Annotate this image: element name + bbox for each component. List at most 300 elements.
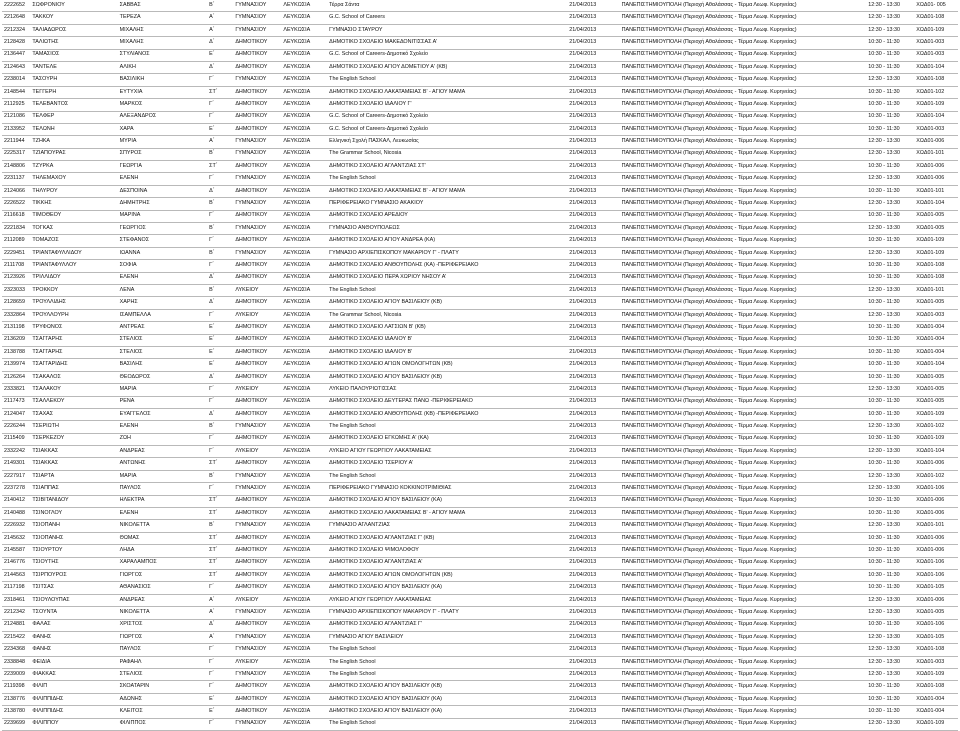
exam-date-cell: 21/04/2013 <box>567 656 619 668</box>
exam-time-cell: 10:30 - 11:30 <box>866 235 914 247</box>
table-row <box>2 532 958 544</box>
student-code-cell: 2226932 <box>2 520 30 532</box>
school-level-cell: ΓΥΜΝΑΣΙΟΥ <box>233 223 281 235</box>
grade-cell: Δ΄ <box>207 37 233 49</box>
first-name-cell: ΙΩΑΝΝΑ <box>118 247 207 259</box>
school-name-cell: ΔΗΜΟΤΙΚΟ ΣΧΟΛΕΙΟ ΑΓΛΑΝΤΖΙΑΣ Γ' <box>327 619 567 631</box>
exam-venue-cell: ΠΑΝΕΠΙΣΤΗΜΙΟΥΠΟΛΗ (Περιοχή Αθαλάσσας - Τέρμα Λεωφ. Κυρηνείας) <box>620 545 867 557</box>
first-name-cell: ΜΙΧΑΛΗΣ <box>118 37 207 49</box>
exam-time-cell: 10:30 - 11:30 <box>866 49 914 61</box>
school-level-cell: ΔΗΜΟΤΙΚΟΥ <box>233 508 281 520</box>
first-name-cell: ΓΕΩΡΓΙΟΣ <box>118 223 207 235</box>
first-name-cell: ΓΕΩΡΓΙΑ <box>118 161 207 173</box>
student-code-cell: 2338848 <box>2 656 30 668</box>
first-name-cell: ΜΑΡΚΟΣ <box>118 99 207 111</box>
surname-cell: ΤΡΟΚΚΟΥ <box>30 284 117 296</box>
school-name-cell: ΔΗΜΟΤΙΚΟ ΣΧΟΛΕΙΟ ΕΓΚΩΜΗΣ Α' (ΚΑ) <box>327 433 567 445</box>
exam-time-cell: 10:30 - 11:30 <box>866 61 914 73</box>
first-name-cell: ΕΛΕΝΗ <box>118 421 207 433</box>
exam-time-cell: 12:30 - 13:30 <box>866 309 914 321</box>
table-row <box>2 309 958 321</box>
exam-room-cell: ΧΩΔ01-004 <box>914 322 958 334</box>
grade-cell: Α΄ <box>207 607 233 619</box>
exam-room-cell: ΧΩΔ01-109 <box>914 247 958 259</box>
exam-date-cell: 21/04/2013 <box>567 718 619 730</box>
grade-cell: ΣΤ΄ <box>207 161 233 173</box>
first-name-cell: ΦΙΛΙΠΠΟΣ <box>118 718 207 730</box>
table-row <box>2 198 958 210</box>
table-row <box>2 545 958 557</box>
school-name-cell: The English School <box>327 284 567 296</box>
exam-time-cell: 10:30 - 11:30 <box>866 569 914 581</box>
city-cell: ΛΕΥΚΩΣΙΑ <box>281 61 327 73</box>
student-code-cell: 2124066 <box>2 185 30 197</box>
school-level-cell: ΔΗΜΟΤΙΚΟΥ <box>233 61 281 73</box>
student-code-cell: 2123926 <box>2 272 30 284</box>
exam-room-cell: ΧΩΔ01-005 <box>914 371 958 383</box>
exam-venue-cell: ΠΑΝΕΠΙΣΤΗΜΙΟΥΠΟΛΗ (Περιοχή Αθαλάσσας - Τέρμα Λεωφ. Κυρηνείας) <box>620 272 867 284</box>
exam-venue-cell: ΠΑΝΕΠΙΣΤΗΜΙΟΥΠΟΛΗ (Περιοχή Αθαλάσσας - Τέρμα Λεωφ. Κυρηνείας) <box>620 334 867 346</box>
table-row <box>2 433 958 445</box>
school-level-cell: ΔΗΜΟΤΙΚΟΥ <box>233 557 281 569</box>
school-name-cell: ΔΗΜΟΤΙΚΟ ΣΧΟΛΕΙΟ ΑΓΙΩΝ ΟΜΟΛΟΓΗΤΩΝ (ΚΒ) <box>327 359 567 371</box>
exam-venue-cell: ΠΑΝΕΠΙΣΤΗΜΙΟΥΠΟΛΗ (Περιοχή Αθαλάσσας - Τέρμα Λεωφ. Κυρηνείας) <box>620 495 867 507</box>
school-name-cell: ΔΗΜΟΤΙΚΟ ΣΧΟΛΕΙΟ ΑΓΛΑΝΤΖΙΑΣ ΣΤ' <box>327 161 567 173</box>
school-level-cell: ΛΥΚΕΙΟΥ <box>233 656 281 668</box>
grade-cell: ΣΤ΄ <box>207 86 233 98</box>
first-name-cell: ΑΝΤΡΕΑΣ <box>118 322 207 334</box>
student-code-cell: 2117198 <box>2 582 30 594</box>
student-code-cell: 2124881 <box>2 619 30 631</box>
exam-venue-cell: ΠΑΝΕΠΙΣΤΗΜΙΟΥΠΟΛΗ (Περιοχή Αθαλάσσας - Τέρμα Λεωφ. Κυρηνείας) <box>620 520 867 532</box>
exam-room-cell: ΧΩΔ01-108 <box>914 74 958 86</box>
exam-time-cell: 12:30 - 13:30 <box>866 148 914 160</box>
exam-venue-cell: ΠΑΝΕΠΙΣΤΗΜΙΟΥΠΟΛΗ (Περιοχή Αθαλάσσας - Τέρμα Λεωφ. Κυρηνείας) <box>620 49 867 61</box>
school-level-cell: ΔΗΜΟΤΙΚΟΥ <box>233 458 281 470</box>
exam-room-cell: ΧΩΔ01-003 <box>914 656 958 668</box>
exam-venue-cell: ΠΑΝΕΠΙΣΤΗΜΙΟΥΠΟΛΗ (Περιοχή Αθαλάσσας - Τέρμα Λεωφ. Κυρηνείας) <box>620 297 867 309</box>
first-name-cell: ΙΣΑΜΠΕΛΛΑ <box>118 309 207 321</box>
exam-venue-cell: ΠΑΝΕΠΙΣΤΗΜΙΟΥΠΟΛΗ (Περιοχή Αθαλάσσας - Τέρμα Λεωφ. Κυρηνείας) <box>620 173 867 185</box>
student-code-cell: 2133952 <box>2 123 30 135</box>
exam-date-cell: 21/04/2013 <box>567 359 619 371</box>
exam-time-cell: 10:30 - 11:30 <box>866 99 914 111</box>
school-name-cell: ΔΗΜΟΤΙΚΟ ΣΧΟΛΕΙΟ ΤΣΕΡΙΟΥ Α' <box>327 458 567 470</box>
table-row <box>2 446 958 458</box>
exam-date-cell: 21/04/2013 <box>567 235 619 247</box>
grade-cell: Ε΄ <box>207 359 233 371</box>
first-name-cell: ΔΕΣΠΟΙΝΑ <box>118 185 207 197</box>
exam-date-cell: 21/04/2013 <box>567 631 619 643</box>
exam-room-cell: ΧΩΔ01-006 <box>914 495 958 507</box>
exam-venue-cell: ΠΑΝΕΠΙΣΤΗΜΙΟΥΠΟΛΗ (Περιοχή Αθαλάσσας - Τέρμα Λεωφ. Κυρηνείας) <box>620 446 867 458</box>
exam-date-cell: 21/04/2013 <box>567 594 619 606</box>
grade-cell: Γ΄ <box>207 74 233 86</box>
school-level-cell: ΓΥΜΝΑΣΙΟΥ <box>233 669 281 681</box>
first-name-cell: ΜΙΧΑΛΗΣ <box>118 24 207 36</box>
city-cell: ΛΕΥΚΩΣΙΑ <box>281 693 327 705</box>
exam-time-cell: 10:30 - 11:30 <box>866 557 914 569</box>
table-row <box>2 260 958 272</box>
grade-cell: Α΄ <box>207 12 233 24</box>
table-row <box>2 346 958 358</box>
school-level-cell: ΔΗΜΟΤΙΚΟΥ <box>233 371 281 383</box>
city-cell: ΛΕΥΚΩΣΙΑ <box>281 569 327 581</box>
city-cell: ΛΕΥΚΩΣΙΑ <box>281 433 327 445</box>
grade-cell: Ε΄ <box>207 49 233 61</box>
table-row <box>2 210 958 222</box>
school-level-cell: ΔΗΜΟΤΙΚΟΥ <box>233 569 281 581</box>
exam-room-cell: ΧΩΔ01-109 <box>914 235 958 247</box>
surname-cell: ΦΕΙΔΙΑ <box>30 656 117 668</box>
surname-cell: ΤΣΑΓΓΑΡΗΣ <box>30 334 117 346</box>
surname-cell: ΤΕΛΕΒΑΝΤΟΣ <box>30 99 117 111</box>
exam-venue-cell: ΠΑΝΕΠΙΣΤΗΜΙΟΥΠΟΛΗ (Περιοχή Αθαλάσσας - Τέρμα Λεωφ. Κυρηνείας) <box>620 508 867 520</box>
surname-cell: ΤΑΚΚΟΥ <box>30 12 117 24</box>
surname-cell: ΤΡΙΛΛΙΔΟΥ <box>30 272 117 284</box>
exam-time-cell: 10:30 - 11:30 <box>866 272 914 284</box>
school-name-cell: ΔΗΜΟΤΙΚΟ ΣΧΟΛΕΙΟ ΑΓΙΟΥ ΒΑΣΙΛΕΙΟΥ (ΚΒ) <box>327 297 567 309</box>
grade-cell: Β΄ <box>207 0 233 12</box>
exam-venue-cell: ΠΑΝΕΠΙΣΤΗΜΙΟΥΠΟΛΗ (Περιοχή Αθαλάσσας - Τέρμα Λεωφ. Κυρηνείας) <box>620 669 867 681</box>
school-name-cell: ΔΗΜΟΤΙΚΟ ΣΧΟΛΕΙΟ ΠΕΡΑ ΧΩΡΙΟΥ ΝΗΣΟΥ Α' <box>327 272 567 284</box>
exam-venue-cell: ΠΑΝΕΠΙΣΤΗΜΙΟΥΠΟΛΗ (Περιοχή Αθαλάσσας - Τέρμα Λεωφ. Κυρηνείας) <box>620 210 867 222</box>
exam-room-cell: ΧΩΔ01-104 <box>914 198 958 210</box>
school-level-cell: ΔΗΜΟΤΙΚΟΥ <box>233 396 281 408</box>
school-name-cell: ΔΗΜΟΤΙΚΟ ΣΧΟΛΕΙΟ ΙΔΑΛΙΟΥ Γ' <box>327 99 567 111</box>
table-row <box>2 706 958 718</box>
exam-venue-cell: ΠΑΝΕΠΙΣΤΗΜΙΟΥΠΟΛΗ (Περιοχή Αθαλάσσας - Τέρμα Λεωφ. Κυρηνείας) <box>620 433 867 445</box>
school-name-cell: ΔΗΜΟΤΙΚΟ ΣΧΟΛΕΙΟ ΑΓΙΟΥ ΒΑΣΙΛΕΙΟΥ (ΚΑ) <box>327 582 567 594</box>
exam-venue-cell: ΠΑΝΕΠΙΣΤΗΜΙΟΥΠΟΛΗ (Περιοχή Αθαλάσσας - Τέρμα Λεωφ. Κυρηνείας) <box>620 693 867 705</box>
grade-cell: Γ΄ <box>207 384 233 396</box>
city-cell: ΛΕΥΚΩΣΙΑ <box>281 111 327 123</box>
exam-time-cell: 12:30 - 13:30 <box>866 198 914 210</box>
exam-time-cell: 12:30 - 13:30 <box>866 12 914 24</box>
exam-venue-cell: ΠΑΝΕΠΙΣΤΗΜΙΟΥΠΟΛΗ (Περιοχή Αθαλάσσας - Τέρμα Λεωφ. Κυρηνείας) <box>620 557 867 569</box>
table-row <box>2 508 958 520</box>
surname-cell: ΤΣΕΡΙΩΤΗ <box>30 421 117 433</box>
city-cell: ΛΕΥΚΩΣΙΑ <box>281 161 327 173</box>
student-code-cell: 2239699 <box>2 718 30 730</box>
school-name-cell: G.C. School of Careers-Δημοτικό Σχολείο <box>327 49 567 61</box>
surname-cell: ΤΣΙΟΠΑΝΗΣ <box>30 532 117 544</box>
exam-venue-cell: ΠΑΝΕΠΙΣΤΗΜΙΟΥΠΟΛΗ (Περιοχή Αθαλάσσας - Τέρμα Λεωφ. Κυρηνείας) <box>620 458 867 470</box>
exam-date-cell: 21/04/2013 <box>567 198 619 210</box>
table-row <box>2 185 958 197</box>
grade-cell: Γ΄ <box>207 260 233 272</box>
grade-cell: ΣΤ΄ <box>207 508 233 520</box>
first-name-cell: ΛΕΝΑ <box>118 284 207 296</box>
surname-cell: ΤΣΙΝΟΓΛΟΥ <box>30 508 117 520</box>
first-name-cell: ΧΑΡΗΣ <box>118 297 207 309</box>
exam-venue-cell: ΠΑΝΕΠΙΣΤΗΜΙΟΥΠΟΛΗ (Περιοχή Αθαλάσσας - Τέρμα Λεωφ. Κυρηνείας) <box>620 86 867 98</box>
exam-room-cell: ΧΩΔ01-006 <box>914 594 958 606</box>
school-level-cell: ΔΗΜΟΤΙΚΟΥ <box>233 433 281 445</box>
exam-date-cell: 21/04/2013 <box>567 607 619 619</box>
student-code-cell: 2121086 <box>2 111 30 123</box>
surname-cell: ΤΡΟΥΛΛΟΥΡΗ <box>30 309 117 321</box>
first-name-cell: ΑΝΔΡΕΑΣ <box>118 446 207 458</box>
student-code-cell: 2139974 <box>2 359 30 371</box>
surname-cell: ΤΣΙΟΠΑΝΗ <box>30 520 117 532</box>
surname-cell: ΦΑΝΗΣ <box>30 631 117 643</box>
surname-cell: ΤΙΜΟΘΕΟΥ <box>30 210 117 222</box>
first-name-cell: ΣΤΥΛΙΑΝΟΣ <box>118 49 207 61</box>
student-code-cell: 2128428 <box>2 37 30 49</box>
student-code-cell: 2136447 <box>2 49 30 61</box>
city-cell: ΛΕΥΚΩΣΙΑ <box>281 532 327 544</box>
city-cell: ΛΕΥΚΩΣΙΑ <box>281 508 327 520</box>
city-cell: ΛΕΥΚΩΣΙΑ <box>281 185 327 197</box>
student-code-cell: 2332242 <box>2 446 30 458</box>
school-name-cell: ΠΕΡΙΦΕΡΕΙΑΚΟ ΓΥΜΝΑΣΙΟ ΑΚΑΚΙΟΥ <box>327 198 567 210</box>
table-row <box>2 421 958 433</box>
exam-time-cell: 10:30 - 11:30 <box>866 161 914 173</box>
grade-cell: Γ΄ <box>207 111 233 123</box>
exam-venue-cell: ΠΑΝΕΠΙΣΤΗΜΙΟΥΠΟΛΗ (Περιοχή Αθαλάσσας - Τέρμα Λεωφ. Κυρηνείας) <box>620 247 867 259</box>
first-name-cell: ΣΤΕΛΙΟΣ <box>118 334 207 346</box>
exam-time-cell: 10:30 - 11:30 <box>866 495 914 507</box>
grade-cell: ΣΤ΄ <box>207 557 233 569</box>
first-name-cell: ΑΝΔΡΕΑΣ <box>118 594 207 606</box>
exam-venue-cell: ΠΑΝΕΠΙΣΤΗΜΙΟΥΠΟΛΗ (Περιοχή Αθαλάσσας - Τέρμα Λεωφ. Κυρηνείας) <box>620 309 867 321</box>
city-cell: ΛΕΥΚΩΣΙΑ <box>281 223 327 235</box>
table-row <box>2 272 958 284</box>
school-name-cell: ΔΗΜΟΤΙΚΟ ΣΧΟΛΕΙΟ ΑΓΙΟΥ ΒΑΣΙΛΕΙΟΥ (ΚΒ) <box>327 371 567 383</box>
exam-date-cell: 21/04/2013 <box>567 74 619 86</box>
table-row <box>2 12 958 24</box>
exam-venue-cell: ΠΑΝΕΠΙΣΤΗΜΙΟΥΠΟΛΗ (Περιοχή Αθαλάσσας - Τέρμα Λεωφ. Κυρηνείας) <box>620 706 867 718</box>
student-code-cell: 2234368 <box>2 644 30 656</box>
exam-venue-cell: ΠΑΝΕΠΙΣΤΗΜΙΟΥΠΟΛΗ (Περιοχή Αθαλάσσας - Τέρμα Λεωφ. Κυρηνείας) <box>620 656 867 668</box>
school-level-cell: ΛΥΚΕΙΟΥ <box>233 309 281 321</box>
first-name-cell: ΒΑΣΙΛΙΚΗ <box>118 74 207 86</box>
surname-cell: ΦΙΛΙΠΠΙΔΗΣ <box>30 706 117 718</box>
school-level-cell: ΔΗΜΟΤΙΚΟΥ <box>233 123 281 135</box>
table-row <box>2 371 958 383</box>
surname-cell: ΤΖΗΚΑ <box>30 136 117 148</box>
table-row <box>2 284 958 296</box>
exam-room-cell: ΧΩΔ01-004 <box>914 693 958 705</box>
student-code-cell: 2239009 <box>2 669 30 681</box>
exam-time-cell: 10:30 - 11:30 <box>866 545 914 557</box>
city-cell: ΛΕΥΚΩΣΙΑ <box>281 309 327 321</box>
exam-venue-cell: ΠΑΝΕΠΙΣΤΗΜΙΟΥΠΟΛΗ (Περιοχή Αθαλάσσας - Τέρμα Λεωφ. Κυρηνείας) <box>620 681 867 693</box>
surname-cell: ΤΡΟΥΛΛΙΔΗΣ <box>30 297 117 309</box>
student-code-cell: 2318461 <box>2 594 30 606</box>
school-name-cell: ΔΗΜΟΤΙΚΟ ΣΧΟΛΕΙΟ ΔΕΥΤΕΡΑΣ ΠΑΝΩ -ΠΕΡΙΦΕΡΕΙΑΚΟ <box>327 396 567 408</box>
school-name-cell: ΔΗΜΟΤΙΚΟ ΣΧΟΛΕΙΟ ΑΓΛΑΝΤΖΙΑΣ Α' <box>327 557 567 569</box>
exam-date-cell: 21/04/2013 <box>567 508 619 520</box>
grade-cell: Δ΄ <box>207 371 233 383</box>
table-row <box>2 123 958 135</box>
exam-venue-cell: ΠΑΝΕΠΙΣΤΗΜΙΟΥΠΟΛΗ (Περιοχή Αθαλάσσας - Τέρμα Λεωφ. Κυρηνείας) <box>620 532 867 544</box>
student-code-cell: 2148544 <box>2 86 30 98</box>
table-row <box>2 607 958 619</box>
exam-time-cell: 10:30 - 11:30 <box>866 37 914 49</box>
table-row <box>2 582 958 594</box>
table-row <box>2 631 958 643</box>
table-row <box>2 619 958 631</box>
table-row <box>2 148 958 160</box>
exam-time-cell: 10:30 - 11:30 <box>866 582 914 594</box>
school-name-cell: The English School <box>327 718 567 730</box>
exam-room-cell: ΧΩΔ01- 005 <box>914 0 958 12</box>
grade-cell: Γ΄ <box>207 396 233 408</box>
surname-cell: ΦΙΛΙΠΠΟΥ <box>30 718 117 730</box>
first-name-cell: ΔΗΜΗΤΡΗΣ <box>118 198 207 210</box>
exam-venue-cell: ΠΑΝΕΠΙΣΤΗΜΙΟΥΠΟΛΗ (Περιοχή Αθαλάσσας - Τέρμα Λεωφ. Κυρηνείας) <box>620 235 867 247</box>
first-name-cell: ΧΡΙΣΤΟΣ <box>118 619 207 631</box>
grade-cell: Β΄ <box>207 421 233 433</box>
first-name-cell: ΖΩΗ <box>118 433 207 445</box>
exam-venue-cell: ΠΑΝΕΠΙΣΤΗΜΙΟΥΠΟΛΗ (Περιοχή Αθαλάσσας - Τέρμα Λεωφ. Κυρηνείας) <box>620 408 867 420</box>
first-name-cell: ΧΑΡΑΛΑΜΠΟΣ <box>118 557 207 569</box>
exam-venue-cell: ΠΑΝΕΠΙΣΤΗΜΙΟΥΠΟΛΗ (Περιοχή Αθαλάσσας - Τέρμα Λεωφ. Κυρηνείας) <box>620 483 867 495</box>
exam-time-cell: 12:30 - 13:30 <box>866 223 914 235</box>
exam-room-cell: ΧΩΔ01-101 <box>914 284 958 296</box>
table-row <box>2 161 958 173</box>
grade-cell: ΣΤ΄ <box>207 495 233 507</box>
exam-room-cell: ΧΩΔ01-108 <box>914 260 958 272</box>
student-code-cell: 2136209 <box>2 334 30 346</box>
first-name-cell: ΜΑΡΙΑ <box>118 470 207 482</box>
school-name-cell: ΓΥΜΝΑΣΙΟ ΑΡΧΙΕΠΙΣΚΟΠΟΥ ΜΑΚΑΡΙΟΥ Γ' - ΠΛΑΤΥ <box>327 247 567 259</box>
school-level-cell: ΛΥΚΕΙΟΥ <box>233 284 281 296</box>
exam-venue-cell: ΠΑΝΕΠΙΣΤΗΜΙΟΥΠΟΛΗ (Περιοχή Αθαλάσσας - Τέρμα Λεωφ. Κυρηνείας) <box>620 359 867 371</box>
city-cell: ΛΕΥΚΩΣΙΑ <box>281 173 327 185</box>
city-cell: ΛΕΥΚΩΣΙΑ <box>281 371 327 383</box>
first-name-cell: ΕΛΕΝΗ <box>118 272 207 284</box>
school-name-cell: The English School <box>327 669 567 681</box>
exam-room-cell: ΧΩΔ01-109 <box>914 433 958 445</box>
exam-room-cell: ΧΩΔ01-106 <box>914 557 958 569</box>
student-code-cell: 2119398 <box>2 681 30 693</box>
surname-cell: ΤΣΙΒΙΤΑΝΙΔΟΥ <box>30 495 117 507</box>
surname-cell: ΤΗΛΥΡΟΥ <box>30 185 117 197</box>
student-code-cell: 2145632 <box>2 532 30 544</box>
school-name-cell: ΔΗΜΟΤΙΚΟ ΣΧΟΛΕΙΟ ΑΓΙΟΥ ΒΑΣΙΛΕΙΟΥ (ΚΑ) <box>327 693 567 705</box>
surname-cell: ΤΟΜΑΖΟΣ <box>30 235 117 247</box>
school-name-cell: ΔΗΜΟΤΙΚΟ ΣΧΟΛΕΙΟ ΑΓΙΟΥ ΒΑΣΙΛΕΙΟΥ (ΚΑ) <box>327 495 567 507</box>
exam-venue-cell: ΠΑΝΕΠΙΣΤΗΜΙΟΥΠΟΛΗ (Περιοχή Αθαλάσσας - Τέρμα Λεωφ. Κυρηνείας) <box>620 607 867 619</box>
grade-cell: Ε΄ <box>207 334 233 346</box>
student-code-cell: 2138788 <box>2 346 30 358</box>
table-row <box>2 693 958 705</box>
city-cell: ΛΕΥΚΩΣΙΑ <box>281 12 327 24</box>
city-cell: ΛΕΥΚΩΣΙΑ <box>281 235 327 247</box>
school-name-cell: The English School <box>327 470 567 482</box>
city-cell: ΛΕΥΚΩΣΙΑ <box>281 148 327 160</box>
exam-date-cell: 21/04/2013 <box>567 99 619 111</box>
exam-room-cell: ΧΩΔ01-104 <box>914 446 958 458</box>
exam-date-cell: 21/04/2013 <box>567 61 619 73</box>
school-level-cell: ΔΗΜΟΤΙΚΟΥ <box>233 681 281 693</box>
table-row <box>2 396 958 408</box>
city-cell: ΛΕΥΚΩΣΙΑ <box>281 582 327 594</box>
table-row <box>2 656 958 668</box>
surname-cell: ΤΣΑΓΓΑΡΗΣ <box>30 346 117 358</box>
student-code-cell: 2124643 <box>2 61 30 73</box>
surname-cell: ΤΣΙΑΠΠΑΣ <box>30 483 117 495</box>
exam-venue-cell: ΠΑΝΕΠΙΣΤΗΜΙΟΥΠΟΛΗ (Περιοχή Αθαλάσσας - Τέρμα Λεωφ. Κυρηνείας) <box>620 223 867 235</box>
surname-cell: ΤΕΓΓΕΡΗ <box>30 86 117 98</box>
grade-cell: Β΄ <box>207 470 233 482</box>
table-row <box>2 569 958 581</box>
exam-time-cell: 12:30 - 13:30 <box>866 656 914 668</box>
exam-venue-cell: ΠΑΝΕΠΙΣΤΗΜΙΟΥΠΟΛΗ (Περιοχή Αθαλάσσας - Τέρμα Λεωφ. Κυρηνείας) <box>620 185 867 197</box>
grade-cell: Δ΄ <box>207 408 233 420</box>
exam-room-cell: ΧΩΔ01-006 <box>914 136 958 148</box>
city-cell: ΛΕΥΚΩΣΙΑ <box>281 706 327 718</box>
exam-time-cell: 10:30 - 11:30 <box>866 681 914 693</box>
exam-time-cell: 12:30 - 13:30 <box>866 136 914 148</box>
school-name-cell: ΔΗΜΟΤΙΚΟ ΣΧΟΛΕΙΟ ΑΓΙΟΥ ΑΝΔΡΕΑ (ΚΑ) <box>327 235 567 247</box>
student-code-cell: 2145587 <box>2 545 30 557</box>
table-row <box>2 49 958 61</box>
school-level-cell: ΓΥΜΝΑΣΙΟΥ <box>233 173 281 185</box>
student-code-cell: 2229451 <box>2 247 30 259</box>
surname-cell: ΤΖΥΡΚΑ <box>30 161 117 173</box>
surname-cell: ΦΙΑΚΚΑΣ <box>30 669 117 681</box>
grade-cell: Ε΄ <box>207 346 233 358</box>
exam-room-cell: ΧΩΔ01-102 <box>914 421 958 433</box>
school-name-cell: The English School <box>327 173 567 185</box>
school-level-cell: ΔΗΜΟΤΙΚΟΥ <box>233 37 281 49</box>
city-cell: ΛΕΥΚΩΣΙΑ <box>281 421 327 433</box>
exam-room-cell: ΧΩΔ01-006 <box>914 532 958 544</box>
table-row <box>2 322 958 334</box>
city-cell: ΛΕΥΚΩΣΙΑ <box>281 136 327 148</box>
school-name-cell: ΠΕΡΙΦΕΡΕΙΑΚΟ ΓΥΜΝΑΣΙΟ ΚΟΚΚΙΝΟΤΡΙΜΙΘΙΑΣ <box>327 483 567 495</box>
grade-cell: Γ΄ <box>207 210 233 222</box>
exam-time-cell: 10:30 - 11:30 <box>866 297 914 309</box>
exam-venue-cell: ΠΑΝΕΠΙΣΤΗΜΙΟΥΠΟΛΗ (Περιοχή Αθαλάσσας - Τέρμα Λεωφ. Κυρηνείας) <box>620 123 867 135</box>
city-cell: ΛΕΥΚΩΣΙΑ <box>281 594 327 606</box>
school-level-cell: ΔΗΜΟΤΙΚΟΥ <box>233 334 281 346</box>
table-row <box>2 24 958 36</box>
school-level-cell: ΔΗΜΟΤΙΚΟΥ <box>233 619 281 631</box>
school-level-cell: ΛΥΚΕΙΟΥ <box>233 384 281 396</box>
city-cell: ΛΕΥΚΩΣΙΑ <box>281 247 327 259</box>
exam-date-cell: 21/04/2013 <box>567 693 619 705</box>
exam-room-cell: ΧΩΔ01-109 <box>914 669 958 681</box>
student-code-cell: 2212342 <box>2 607 30 619</box>
grade-cell: Β΄ <box>207 148 233 160</box>
school-name-cell: ΔΗΜΟΤΙΚΟ ΣΧΟΛΕΙΟ ΜΑΚΕΔΟΝΙΤΙΣΣΑΣ Α' <box>327 37 567 49</box>
student-code-cell: 2126264 <box>2 371 30 383</box>
city-cell: ΛΕΥΚΩΣΙΑ <box>281 545 327 557</box>
student-code-cell: 2212648 <box>2 12 30 24</box>
exam-time-cell: 10:30 - 11:30 <box>866 706 914 718</box>
city-cell: ΛΕΥΚΩΣΙΑ <box>281 396 327 408</box>
surname-cell: ΤΣΑΛΛΕΚΟΥ <box>30 396 117 408</box>
exam-time-cell: 12:30 - 13:30 <box>866 520 914 532</box>
table-row <box>2 557 958 569</box>
first-name-cell: ΑΝΤΩΝΗΣ <box>118 458 207 470</box>
school-level-cell: ΔΗΜΟΤΙΚΟΥ <box>233 161 281 173</box>
exam-venue-cell: ΠΑΝΕΠΙΣΤΗΜΙΟΥΠΟΛΗ (Περιοχή Αθαλάσσας - Τέρμα Λεωφ. Κυρηνείας) <box>620 198 867 210</box>
table-row <box>2 520 958 532</box>
table-row <box>2 235 958 247</box>
table-row <box>2 136 958 148</box>
grade-cell: Α΄ <box>207 631 233 643</box>
exam-room-cell: ΧΩΔ01-102 <box>914 86 958 98</box>
table-row <box>2 0 958 12</box>
grade-cell: Δ΄ <box>207 272 233 284</box>
school-name-cell: The English School <box>327 644 567 656</box>
